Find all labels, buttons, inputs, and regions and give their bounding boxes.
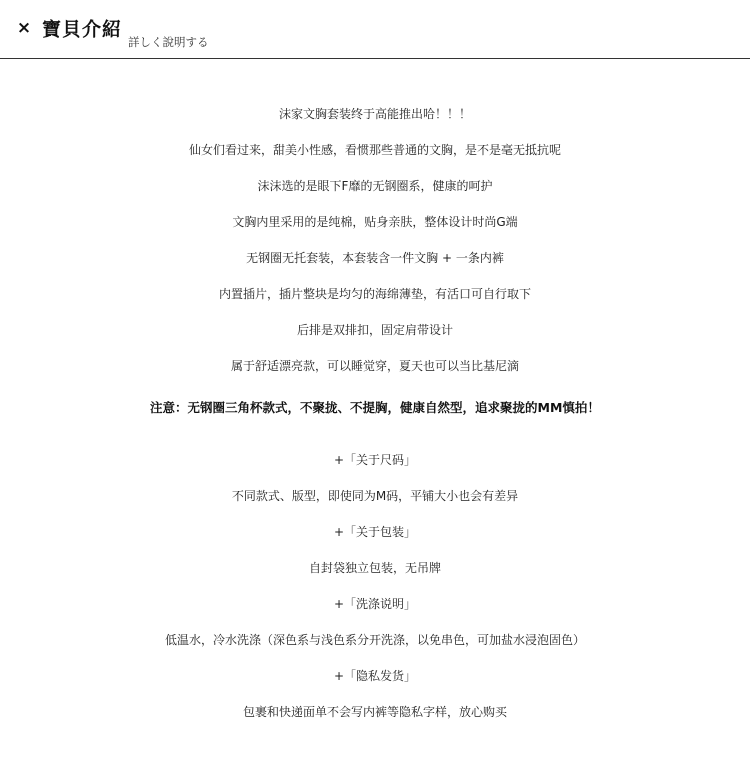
section-heading-washing: +「洗涤说明」 bbox=[333, 597, 417, 611]
page-title: 寶貝介紹 bbox=[42, 18, 123, 41]
notice-line: 注意：无钢圈三角杯款式，不聚拢、不提胸，健康自然型，追求聚拢的MM慎拍！ bbox=[150, 400, 600, 415]
description-line: 属于舒适漂亮款，可以睡觉穿，夏天也可以当比基尼滴 bbox=[230, 359, 519, 373]
description-line: 沫沫选的是眼下F靡的无钢圈系，健康的呵护 bbox=[257, 179, 493, 193]
description-line: 自封袋独立包装，无吊牌 bbox=[308, 561, 441, 575]
description-line: 文胸内里采用的是纯棉，贴身亲肤，整体设计时尚G端 bbox=[232, 215, 518, 229]
section-heading-size: +「关于尺码」 bbox=[333, 453, 417, 467]
section-heading-privacy: +「隐私发货」 bbox=[333, 669, 417, 683]
description-line: 无钢圈无托套装，本套装含一件文胸 + 一条内裤 bbox=[246, 251, 504, 265]
close-icon[interactable]: × bbox=[16, 18, 32, 38]
description-line: 内置插片，插片整块是均匀的海绵薄垫，有活口可自行取下 bbox=[218, 287, 531, 301]
header-bar bbox=[0, 0, 750, 59]
description-line: 不同款式、版型，即使同为M码，平铺大小也会有差异 bbox=[231, 489, 519, 503]
description-line: 包裹和快递面单不会写内裤等隐私字样，放心购买 bbox=[242, 705, 507, 719]
page-subtitle: 詳しく說明する bbox=[128, 35, 209, 49]
description-line: 低温水，冷水洗涤（深色系与浅色系分开洗涤，以免串色，可加盐水浸泡固色） bbox=[164, 633, 585, 647]
description-line: 后排是双排扣，固定肩带设计 bbox=[296, 323, 453, 337]
description-line: 沫家文胸套装终于高能推出哈！！！ bbox=[278, 107, 471, 121]
section-heading-packaging: +「关于包装」 bbox=[333, 525, 417, 539]
description-line: 仙女们看过来，甜美小性感，看惯那些普通的文胸，是不是毫无抵抗呢 bbox=[188, 143, 561, 157]
